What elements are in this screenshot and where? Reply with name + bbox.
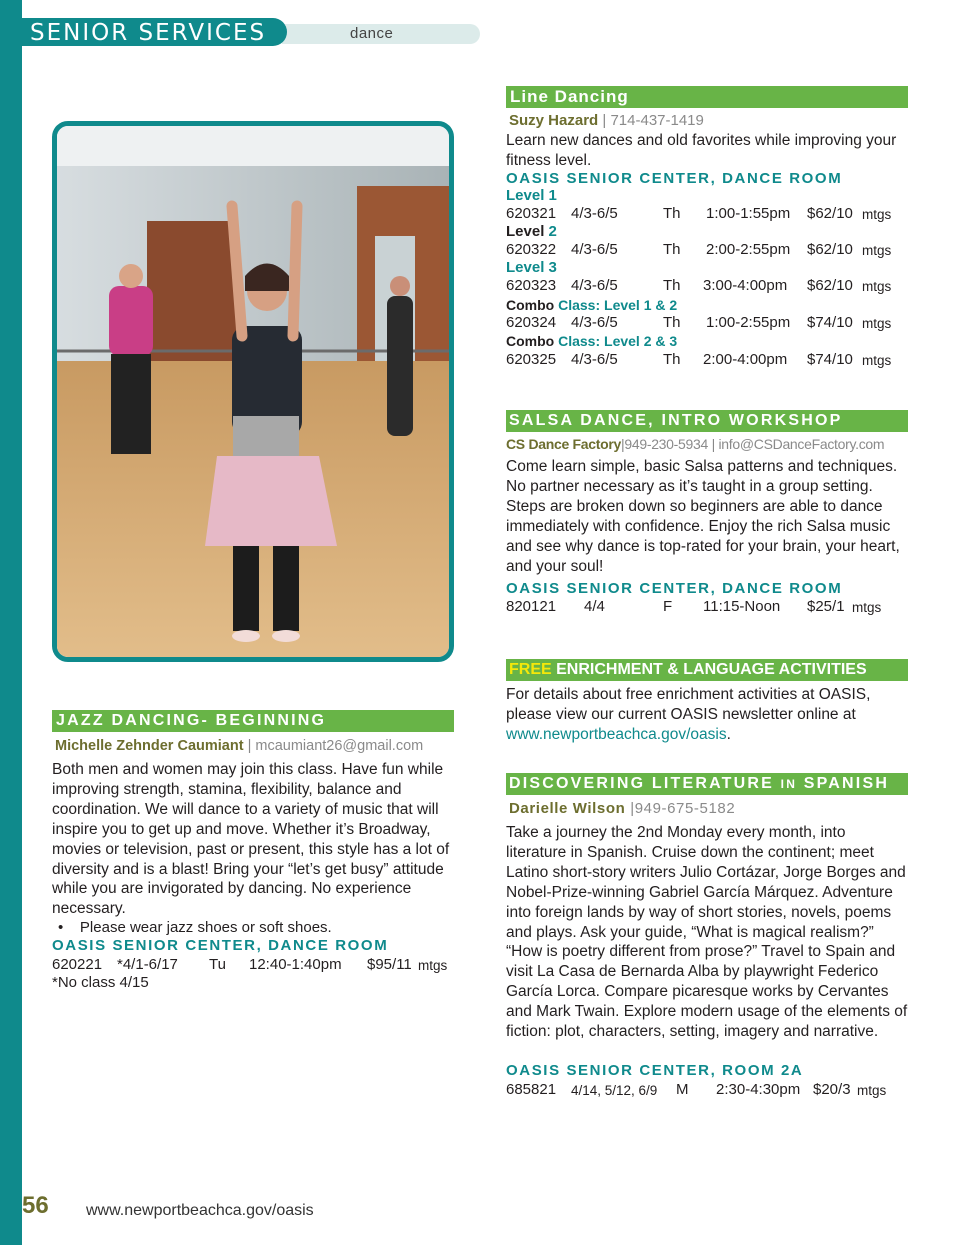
page-number: 56 — [22, 1192, 49, 1219]
dance-class-photo — [52, 121, 454, 662]
course-time: 12:40-1:40pm — [249, 956, 342, 973]
literature-title: DISCOVERING LITERATURE IN SPANISH — [509, 775, 890, 792]
course-fee: $62/10 — [807, 277, 853, 294]
course-code: 620323 — [506, 277, 557, 294]
oasis-newsletter-link[interactable]: www.newportbeachca.gov/oasis — [506, 725, 727, 743]
course-fee-unit: mtgs — [862, 243, 892, 258]
course-dates: *4/1-6/17 — [117, 956, 178, 973]
separator: | — [247, 738, 252, 754]
course-day: F — [663, 598, 673, 615]
instructor-name: Darielle Wilson — [509, 800, 626, 817]
separator: | — [602, 112, 607, 129]
jazz-description: Both men and women may join this class. Have fun while improving strength, stamina, flexibility, balance and coordination. We will dance to a variety of music that will inspire you to get up and move. Whether it’s Broadway, movies or television, past or present, this style has a lot of diversity and is a blast! Bring your “let’s get busy” attitude while you are invigorated by dancing. No experience necessary. — [52, 761, 450, 918]
course-day: Th — [663, 241, 681, 258]
course-dates: 4/4 — [584, 598, 605, 615]
course-day: Th — [663, 205, 681, 222]
combo-2-3-label: Combo Class: Level 2 & 3 — [506, 333, 678, 349]
class-row-620321 — [506, 205, 906, 223]
course-day: Tu — [209, 956, 226, 973]
course-fee-unit: mtgs — [862, 207, 892, 222]
course-fee-unit: mtgs — [862, 353, 892, 368]
course-fee: $62/10 — [807, 205, 853, 222]
literature-description: Take a journey the 2nd Monday every month, into literature in Spanish. Cruise down the continent; meet Latino short-story writers Julio Cortázar, Jorge Borges and Nobel-Prize-winning Gabriel García Márquez. Adventure into foreign lands by way of short stories, novels, poems and plays. Ask your guide, “What is magical realism?” “How is poetry different from prose?” Travel to Spain and visit La Casa de Bernarda Alba by playwright Federico García Lorca. Compare picaresque works by Cervantes and Mark Twain. Explore modern usage of the elements of fiction: plot, characters, setting, imagery and narrative. — [506, 824, 908, 1041]
course-time: 1:00-1:55pm — [706, 205, 791, 222]
course-time: 2:00-2:55pm — [706, 241, 791, 258]
salsa-title: SALSA DANCE, INTRO WORKSHOP — [509, 412, 843, 429]
instructor-email: mcaumiant26@gmail.com — [255, 738, 424, 754]
instructor-name: Michelle Zehnder Caumiant — [55, 738, 244, 754]
instructor-name: CS Dance Factory — [506, 436, 622, 452]
level-3-label: Level 3 — [506, 259, 557, 276]
course-day: M — [676, 1081, 689, 1098]
course-day: Th — [663, 314, 681, 331]
course-fee-unit: mtgs — [862, 279, 892, 294]
combo-1-2-label: Combo Class: Level 1 & 2 — [506, 297, 678, 313]
course-dates: 4/14, 5/12, 6/9 — [571, 1083, 658, 1098]
instructor-phone: 714-437-1419 — [610, 112, 704, 129]
course-time: 11:15-Noon — [703, 598, 781, 615]
class-row-620322 — [506, 241, 906, 259]
course-fee: $95/11 — [367, 956, 412, 973]
instructor-email: info@CSDanceFactory.com — [718, 436, 885, 452]
line-dancing-instructor-line — [509, 111, 704, 131]
class-row-820121 — [506, 598, 906, 616]
course-dates: 4/3-6/5 — [571, 277, 618, 294]
course-fee: $74/10 — [807, 314, 853, 331]
course-fee: $20/3 — [813, 1081, 851, 1098]
course-fee-unit: mtgs — [418, 958, 448, 973]
class-row-620324 — [506, 314, 906, 332]
course-fee-unit: mtgs — [857, 1083, 887, 1098]
separator: | — [711, 436, 715, 452]
jazz-instructor-line — [55, 736, 423, 756]
jazz-shoe-note: • Please wear jazz shoes or soft shoes. — [58, 919, 332, 936]
literature-instructor-line — [509, 799, 735, 819]
line-dancing-title: Line Dancing — [510, 87, 629, 106]
course-code: 820121 — [506, 598, 557, 615]
course-time: 1:00-2:55pm — [706, 314, 791, 331]
course-fee: $25/1 — [807, 598, 845, 615]
course-code: 620325 — [506, 351, 557, 368]
course-fee-unit: mtgs — [852, 600, 882, 615]
jazz-title: JAZZ DANCING- BEGINNING — [56, 712, 327, 729]
line-dancing-description: Learn new dances and old favorites while improving your fitness level. — [506, 132, 897, 169]
course-dates: 4/3-6/5 — [571, 314, 618, 331]
class-row-685821 — [506, 1081, 906, 1099]
course-time: 2:00-4:00pm — [703, 351, 788, 368]
level-2-label: Level 2 — [506, 223, 557, 240]
course-day: Th — [663, 351, 681, 368]
class-row-620325 — [506, 351, 906, 369]
course-dates: 4/3-6/5 — [571, 351, 618, 368]
course-fee: $74/10 — [807, 351, 853, 368]
course-fee-unit: mtgs — [862, 316, 892, 331]
course-code: 620322 — [506, 241, 557, 258]
level-1-label: Level 1 — [506, 187, 557, 204]
course-code: 620324 — [506, 314, 557, 331]
course-time: 2:30-4:30pm — [716, 1081, 801, 1098]
course-code: 685821 — [506, 1081, 557, 1098]
course-dates: 4/3-6/5 — [571, 205, 618, 222]
teal-spine — [0, 0, 22, 1245]
course-code: 620321 — [506, 205, 557, 222]
section-title: SENIOR SERVICES — [30, 20, 267, 46]
subsection-label: dance — [350, 25, 394, 42]
salsa-description: Come learn simple, basic Salsa patterns and techniques. No partner necessary as it’s taught in a group setting. Steps are broken down so beginners are able to dance immediately with confidence. Enjoy the rich Salsa music and see why dance is top-rated for your brain, your heart, and your soul! — [506, 458, 900, 575]
instructor-name: Suzy Hazard — [509, 112, 599, 129]
separator: | — [621, 436, 625, 452]
course-code: 620221 — [52, 956, 103, 973]
jazz-location: OASIS SENIOR CENTER, DANCE ROOM — [52, 937, 389, 954]
literature-location: OASIS SENIOR CENTER, ROOM 2A — [506, 1062, 804, 1079]
salsa-location: OASIS SENIOR CENTER, DANCE ROOM — [506, 580, 843, 597]
class-row-620323 — [506, 277, 906, 295]
course-time: 3:00-4:00pm — [703, 277, 788, 294]
line-dancing-location: OASIS SENIOR CENTER, DANCE ROOM — [506, 170, 843, 187]
salsa-instructor-line — [506, 434, 884, 454]
course-fee: $62/10 — [807, 241, 853, 258]
jazz-no-class-note: *No class 4/15 — [52, 974, 149, 991]
footer-url[interactable]: www.newportbeachca.gov/oasis — [86, 1202, 314, 1219]
course-day: Th — [663, 277, 681, 294]
free-enrichment-description: For details about free enrichment activities at OASIS, please view our current OASIS newsletter online at www.newportbeachca.gov/oasis. — [506, 686, 871, 743]
class-row-620221 — [52, 956, 452, 974]
free-enrichment-title: FREE ENRICHMENT & LANGUAGE ACTIVITIES — [509, 661, 867, 678]
course-dates: 4/3-6/5 — [571, 241, 618, 258]
instructor-phone: 949-230-5934 — [624, 436, 708, 452]
instructor-phone: 949-675-5182 — [634, 800, 736, 817]
separator: | — [630, 800, 635, 817]
